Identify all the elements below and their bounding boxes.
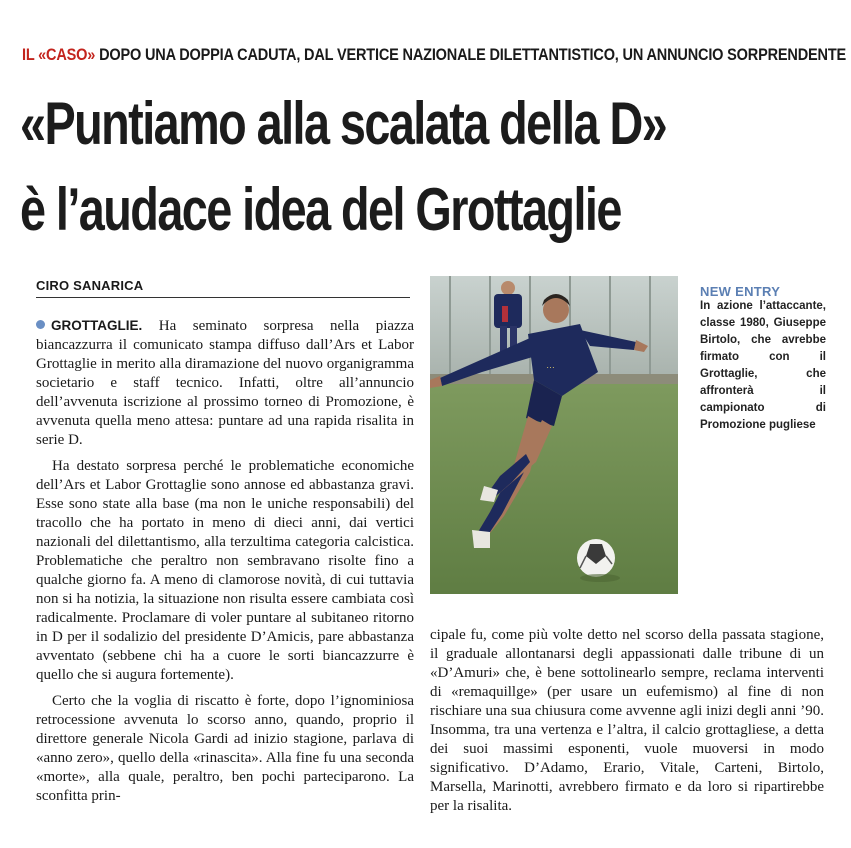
caption-tag: NEW ENTRY bbox=[700, 284, 781, 299]
byline: CIRO SANARICA bbox=[36, 278, 410, 298]
dateline: GROTTAGLIE. bbox=[51, 318, 143, 333]
article-paragraph bbox=[36, 316, 414, 450]
article-column-1 bbox=[36, 316, 414, 813]
caption-text: In azione l’attaccante, classe 1980, Giuseppe Birtolo, che avrebbe firmato con il Grottaglie, che affronterà il campionato di Promozione pugliese bbox=[700, 300, 826, 431]
svg-text:…: … bbox=[546, 360, 555, 370]
bullet-dot-icon bbox=[36, 320, 45, 329]
article-paragraph-2: Ha destato sorpresa perché le problematiche economiche dell’Ars et Labor Grottaglie sono annose ed abbastanza gravi. Esse sono state alla base (ma non le uniche responsabili) del tracollo che ha portato in meno di dieci anni, dai vertici nazionali del dilettantismo, alla terzultima categoria calcistica. Problematiche che peraltro non sembravano risolte fino a qualche giorno fa. A meno di clamorose novità, di cui tuttavia non si ha notizia, la situazione non risulta essere cambiata così radicalmente. Proclamare di voler puntare al subitaneo ritorno in D per il sodalizio del presidente D’Amicis, pare abbastanza avventato (sebbene chi ha a cuore le sorti biancazzurre è quello che si augura fortemente). bbox=[36, 458, 414, 683]
article-paragraph-3: Certo che la voglia di riscatto è forte, dopo l’ignominiosa retrocessione avvenuta lo scorso anno, quando, proprio il direttore generale Nicola Gardi ad inizio stagione, parlava di «anno zero», quello della «rinascita». Alla fine fu una seconda «morte», alla quale, peraltro, ben pochi parteciparono. La sconfitta prin- bbox=[36, 693, 414, 804]
headline-line-2: è l’audace idea del Grottaglie bbox=[20, 176, 621, 243]
paragraph-1-text: Ha seminato sorpresa nella piazza biancazzurra il comunicato stampa diffuso dall’Ars et Labor Grottaglie in merito alla diramazione del nuovo organigramma societario e staff tecnico. Infatti, oltre all’annuncio dell’avvenuta iscrizione al prossimo torneo di Promozione, è avvenuta quella meno attesa: puntare ad una rapida risalita in serie D. bbox=[36, 318, 414, 448]
kicker-label: IL «CASO» bbox=[22, 46, 96, 64]
article-column-2 bbox=[430, 626, 824, 823]
photo-caption bbox=[700, 283, 826, 434]
headline-line-1: «Puntiamo alla scalata della D» bbox=[20, 90, 667, 157]
player-photo bbox=[430, 276, 678, 594]
article-kicker bbox=[22, 46, 847, 65]
kicker-text: DOPO UNA DOPPIA CADUTA, DAL VERTICE NAZIONALE DILETTANTISTICO, UN ANNUNCIO SORPRENDENTE bbox=[95, 46, 847, 64]
player-photo-image bbox=[430, 276, 678, 594]
article-paragraph-4: cipale fu, come più volte detto nel scorso della passata stagione, il graduale allontanarsi degli appassionati dalle tribune di un «D’Amuri» che, è bene sottolinearlo sempre, reclama interventi di «remaquillge» (per usare un eufemismo) al fine di non rischiare una sua chiusura come avvenne agli inizi degli anni ’90. Insomma, tra una vertenza e l’altra, il calcio grottagliese, a detta dei suoi massimi esponenti, vuole muoversi in modo significativo. D’Adamo, Erario, Vitale, Carteni, Birtolo, Marsella, Marinotti, avrebbero firmato e da loro si ripartirebbe per la risalita. bbox=[430, 627, 824, 814]
